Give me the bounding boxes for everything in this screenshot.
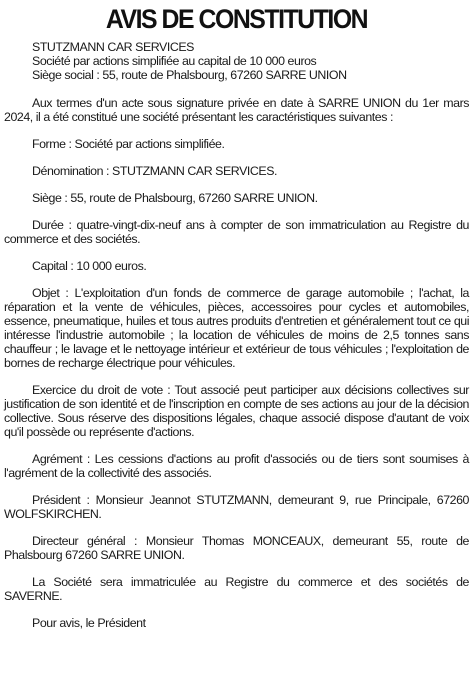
company-legal-form: Société par actions simplifiée au capital de 10 000 euros: [32, 54, 317, 68]
company-name: STUTZMANN CAR SERVICES: [32, 40, 194, 54]
paragraph-duree: Durée : quatre-vingt-dix-neuf ans à compter de son immatriculation au Registre du commerce et des sociétés.: [4, 218, 469, 246]
paragraph-immatriculation: La Société sera immatriculée au Registre du commerce et des sociétés de SAVERNE.: [4, 575, 469, 603]
company-header: [4, 40, 469, 82]
paragraph-agrement: Agrément : Les cessions d'actions au profit d'associés ou de tiers sont soumises à l'agrément de la collectivité des associés.: [4, 452, 469, 480]
paragraph-capital: Capital : 10 000 euros.: [32, 259, 147, 273]
paragraph-vote: Exercice du droit de vote : Tout associé peut participer aux décisions collectives sur justification de son identité et de l'inscription en compte de ses actions au jour de la décision collective. Sous réserve des dispositions légales, chaque associé dispose d'autant de voix qu'il possède ou représente d'actions.: [4, 383, 469, 439]
paragraph-intro: Aux termes d'un acte sous signature privée en date à SARRE UNION du 1er mars 2024, il a été constitué une société présentant les caractéristiques suivantes :: [4, 96, 469, 124]
notice-body: [4, 40, 469, 630]
paragraph-siege: Siège : 55, route de Phalsbourg, 67260 SARRE UNION.: [32, 191, 318, 205]
paragraph-forme: Forme : Société par actions simplifiée.: [32, 137, 225, 151]
paragraph-denomination: Dénomination : STUTZMANN CAR SERVICES.: [32, 164, 278, 178]
notice-title: AVIS DE CONSTITUTION: [105, 4, 368, 34]
paragraph-objet: Objet : L'exploitation d'un fonds de commerce de garage automobile ; l'achat, la réparation et la vente de véhicules, pièces, accessoires pour cycles et automobiles, essence, pneumatique, huiles et tous autres produits d'entretien et généralement tout ce qui intéresse l'industrie automobile ; la location de véhicules de moins de 2,5 tonnes sans chauffeur ; le lavage et le nettoyage intérieur et extérieur de tous véhicules ; l'exploitation de bornes de recharge électrique pour véhicules.: [4, 286, 469, 370]
paragraph-directeur: Directeur général : Monsieur Thomas MONCEAUX, demeurant 55, route de Phalsbourg 67260 SARRE UNION.: [4, 534, 469, 562]
paragraph-president: Président : Monsieur Jeannot STUTZMANN, demeurant 9, rue Principale, 67260 WOLFSKIRCHEN.: [4, 493, 469, 521]
company-seat: Siège social : 55, route de Phalsbourg, 67260 SARRE UNION: [32, 68, 347, 82]
signature-line: Pour avis, le Président: [32, 616, 146, 630]
